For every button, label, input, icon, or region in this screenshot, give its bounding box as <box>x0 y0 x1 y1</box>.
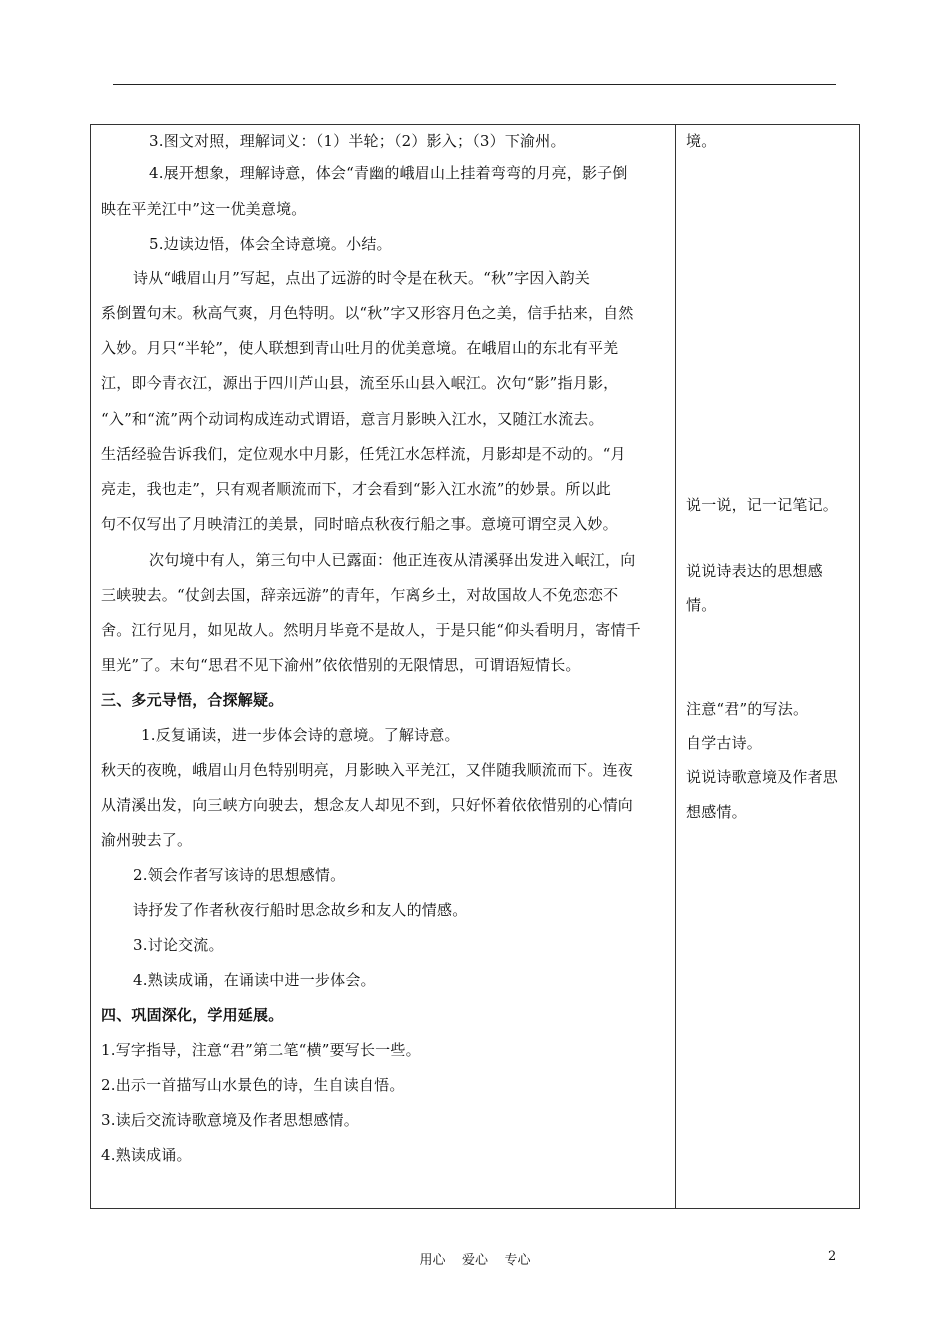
text-line: 秋天的夜晚，峨眉山月色特别明亮，月影映入平羌江，又伴随我顺流而下。连夜 <box>101 761 634 779</box>
side-note: 自学古诗。 <box>686 734 763 752</box>
text-line: 舍。江行见月，如见故人。然明月毕竟不是故人，于是只能“仰头看明月，寄情千 <box>101 621 641 639</box>
text-line: 次句境中有人，第三句中人已露面：他正连夜从清溪驿出发进入岷江，向 <box>149 551 636 569</box>
text-line: 1.写字指导，注意“君”第二笔“横”要写长一些。 <box>101 1041 421 1059</box>
text-line: 三峡驶去。“仗剑去国，辞亲远游”的青年，乍离乡土，对故国故人不免恋恋不 <box>101 586 619 604</box>
text-line: 江，即今青衣江，源出于四川芦山县，流至乐山县入岷江。次句“影”指月影， <box>101 374 619 392</box>
text-line: 4.熟读成诵，在诵读中进一步体会。 <box>133 971 376 989</box>
text-line: 亮走，我也走”，只有观者顺流而下，才会看到“影入江水流”的妙景。所以此 <box>101 480 612 498</box>
header-rule <box>113 84 836 85</box>
text-line: 诗从“峨眉山月”写起，点出了远游的时令是在秋天。“秋”字因入韵关 <box>133 269 591 287</box>
text-line: 生活经验告诉我们，定位观水中月影，任凭江水怎样流，月影却是不动的。“月 <box>101 445 626 463</box>
section-heading: 四、巩固深化，学用延展。 <box>101 1006 284 1024</box>
side-note: 境。 <box>686 132 717 150</box>
text-line: 3.读后交流诗歌意境及作者思想感情。 <box>101 1111 359 1129</box>
section-heading: 三、多元导悟，合探解疑。 <box>101 691 284 709</box>
text-line: 2.出示一首描写山水景色的诗，生自读自悟。 <box>101 1076 405 1094</box>
side-note: 情。 <box>686 596 717 614</box>
text-line: 入妙。月只“半轮”，使人联想到青山吐月的优美意境。在峨眉山的东北有平羌 <box>101 339 619 357</box>
text-line: 诗抒发了作者秋夜行船时思念故乡和友人的情感。 <box>133 901 468 919</box>
side-note: 说说诗歌意境及作者思 <box>686 768 839 786</box>
side-note: 注意“君”的写法。 <box>686 700 809 718</box>
footer-motto: 用心 爱心 专心 <box>419 1253 531 1268</box>
side-note: 说说诗表达的思想感 <box>686 562 823 580</box>
text-line: 映在平羌江中”这一优美意境。 <box>101 200 307 218</box>
text-line: 4.展开想象，理解诗意，体会“青幽的峨眉山上挂着弯弯的月亮，影子倒 <box>149 164 628 182</box>
lesson-plan-table <box>90 124 860 1209</box>
text-line: 5.边读边悟，体会全诗意境。小结。 <box>149 235 392 253</box>
text-line: 句不仅写出了月映清江的美景，同时暗点秋夜行船之事。意境可谓空灵入妙。 <box>101 515 618 533</box>
text-line: 里光”了。末句“思君不见下渝州”依依惜别的无限情思，可谓语短情长。 <box>101 656 581 674</box>
text-line: 从清溪出发，向三峡方向驶去，想念友人却见不到，只好怀着依依惜别的心情向 <box>101 796 634 814</box>
text-line: 1.反复诵读，进一步体会诗的意境。了解诗意。 <box>141 726 460 744</box>
text-line: “入”和“流”两个动词构成连动式谓语，意言月影映入江水，又随江水流去。 <box>101 410 604 428</box>
text-line: 系倒置句末。秋高气爽，月色特明。以“秋”字又形容月色之美，信手拈来，自然 <box>101 304 634 322</box>
text-line: 渝州驶去了。 <box>101 831 193 849</box>
text-line: 4.熟读成诵。 <box>101 1146 192 1164</box>
text-line: 2.领会作者写该诗的思想感情。 <box>133 866 346 884</box>
column-divider <box>675 125 676 1208</box>
page-number: 2 <box>828 1249 837 1264</box>
side-note: 想感情。 <box>686 803 747 821</box>
text-line: 3.讨论交流。 <box>133 936 224 954</box>
side-note: 说一说，记一记笔记。 <box>686 496 839 514</box>
text-line: 3.图文对照，理解词义：（1）半轮；（2）影入；（3）下渝州。 <box>149 132 566 150</box>
